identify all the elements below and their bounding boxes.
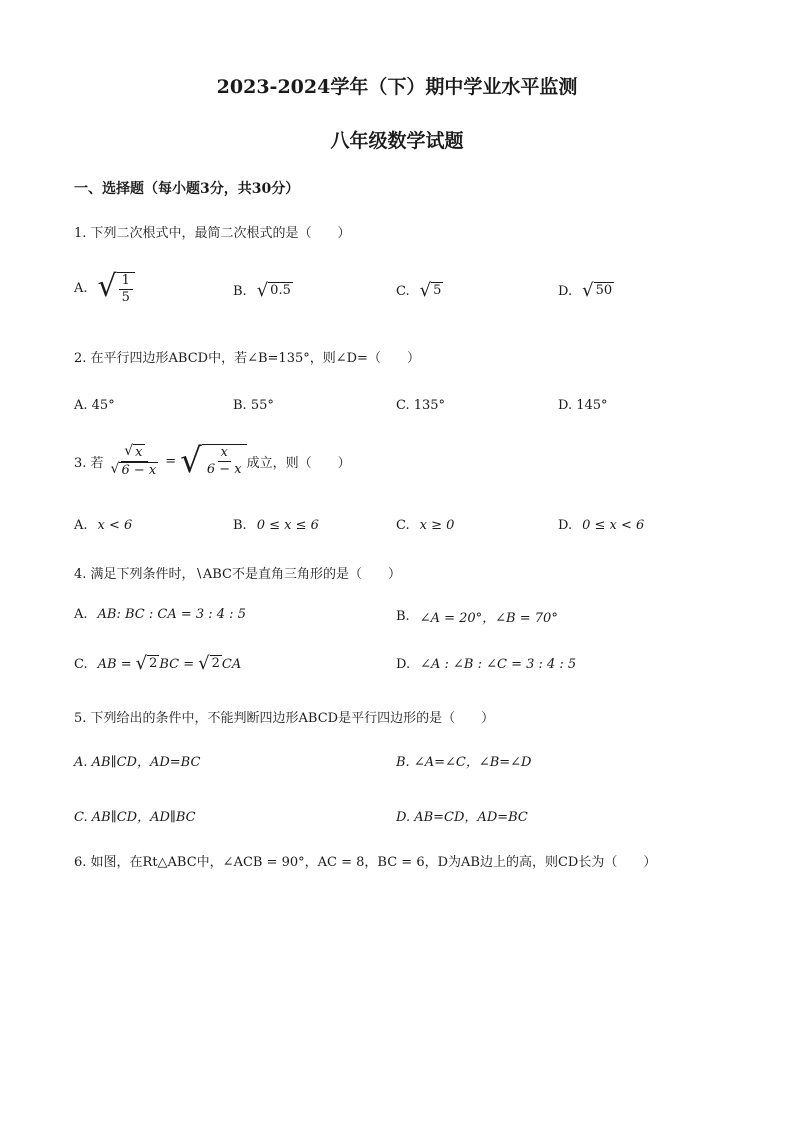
radical-sign: √: [135, 653, 148, 674]
radical-sign: √: [419, 280, 432, 301]
question-5-option-c: C. AB∥CD，AD∥BC: [74, 810, 196, 825]
option-math: ∠A = 20°，∠B = 70°: [419, 611, 558, 626]
radical-sign: √: [180, 441, 202, 482]
question-1-option-b: [233, 282, 293, 300]
radical-body: x: [135, 445, 143, 460]
radical-expression: [420, 282, 444, 300]
option-label: D.: [558, 518, 573, 533]
option-label: D.: [396, 657, 411, 672]
question-2-option-a: A. 45°: [74, 398, 115, 413]
fraction-denominator: 6 − x: [206, 461, 242, 477]
question-4-option-d: [396, 657, 576, 672]
question-3-option-d: [558, 518, 644, 533]
fraction-denominator: [108, 462, 162, 479]
radical-expression: [97, 269, 135, 305]
section-heading: 一、选择题（每小题3分，共30分）: [74, 181, 300, 197]
option-label: A.: [74, 281, 88, 297]
fraction-numerator: [121, 444, 147, 462]
option-label: C.: [74, 656, 88, 672]
option-math: ∠A : ∠B : ∠C = 3 : 4 : 5: [420, 657, 577, 672]
option-math-part: AB =: [97, 656, 132, 672]
option-label: D.: [558, 283, 573, 299]
option-label: A.: [74, 607, 88, 622]
question-1-stem: 1. 下列二次根式中，最简二次根式的是（ ）: [74, 226, 351, 241]
rhs-radical: [180, 441, 246, 482]
page-subtitle: 八年级数学试题: [330, 130, 464, 152]
option-label: B.: [233, 283, 247, 299]
radical-sign: √: [97, 269, 117, 304]
question-5-option-a: A. AB∥CD，AD=BC: [74, 755, 201, 770]
option-math-part: CA: [221, 656, 242, 672]
radical-sign: √: [582, 280, 594, 301]
option-math: x < 6: [97, 518, 133, 533]
radical-body: [202, 444, 247, 478]
radical-body: 50: [595, 283, 613, 298]
question-2-option-b: B. 55°: [233, 398, 274, 413]
option-label: A.: [74, 518, 88, 533]
question-2-option-d: D. 145°: [558, 398, 608, 413]
question-1-option-a: [74, 269, 135, 305]
question-1-option-d: [558, 282, 614, 300]
fraction-denominator: 5: [121, 289, 130, 305]
question-3-option-c: [396, 518, 454, 533]
radical-body: [117, 272, 135, 305]
option-label: C.: [396, 518, 410, 533]
lhs-fraction: [108, 444, 162, 478]
radical-body: 2: [211, 656, 220, 671]
question-1-option-c: [396, 282, 443, 300]
question-4-stem: 4. 满足下列条件时，∖ABC不是直角三角形的是（ ）: [74, 567, 401, 582]
question-4-option-c: [74, 655, 241, 673]
question-3-stem: [74, 441, 351, 482]
equals-sign: =: [165, 453, 177, 469]
radical-expression: [582, 282, 614, 300]
fraction: [119, 273, 133, 305]
radical-expression: [198, 655, 222, 673]
question-4-option-a: [74, 607, 246, 622]
option-math: 0 ≤ x < 6: [582, 518, 645, 533]
fraction-numerator: 1: [119, 273, 133, 290]
option-math: x ≥ 0: [419, 518, 455, 533]
question-5-option-d: D. AB=CD，AD=BC: [396, 810, 528, 825]
radical-expression: [257, 282, 293, 300]
radical-expression: [124, 444, 144, 461]
question-5-stem: 5. 下列给出的条件中，不能判断四边形ABCD是平行四边形的是（ ）: [74, 711, 495, 726]
option-label: B.: [233, 518, 247, 533]
question-4-option-b: [396, 607, 558, 626]
radical-sign: √: [198, 653, 210, 674]
rhs-fraction: [204, 445, 245, 477]
page-title: 2023-2024学年（下）期中学业水平监测: [216, 76, 578, 98]
radical-expression: [136, 655, 160, 673]
radical-body: 2: [149, 656, 158, 671]
option-label: C.: [396, 283, 410, 299]
option-math-part: BC =: [159, 656, 195, 672]
option-label: B.: [396, 609, 410, 624]
radical-body: 0.5: [270, 283, 291, 298]
option-math: AB: BC : CA = 3 : 4 : 5: [97, 607, 246, 622]
question-2-option-c: C. 135°: [396, 398, 446, 413]
radical-sign: √: [110, 460, 120, 477]
radical-expression: [111, 462, 159, 479]
question-3-suffix: 成立，则（ ）: [246, 455, 351, 471]
question-3-option-a: [74, 518, 132, 533]
radical-sign: √: [256, 280, 269, 301]
question-3-option-b: [233, 518, 319, 533]
fraction-numerator: x: [218, 445, 231, 462]
radical-body: 6 − x: [121, 462, 157, 478]
question-3-prefix: 3. 若: [74, 455, 104, 471]
question-5-option-b: B. ∠A=∠C，∠B=∠D: [396, 755, 532, 770]
radical-body: 5: [433, 283, 442, 298]
option-math: 0 ≤ x ≤ 6: [256, 518, 319, 533]
question-6-stem: 6. 如图，在Rt△ABC中，∠ACB = 90°，AC = 8，BC = 6，D为AB边上的高，则CD长为（ ）: [74, 855, 657, 870]
radical-sign: √: [124, 443, 134, 459]
question-2-stem: 2. 在平行四边形ABCD中，若∠B=135°，则∠D=（ ）: [74, 351, 420, 366]
